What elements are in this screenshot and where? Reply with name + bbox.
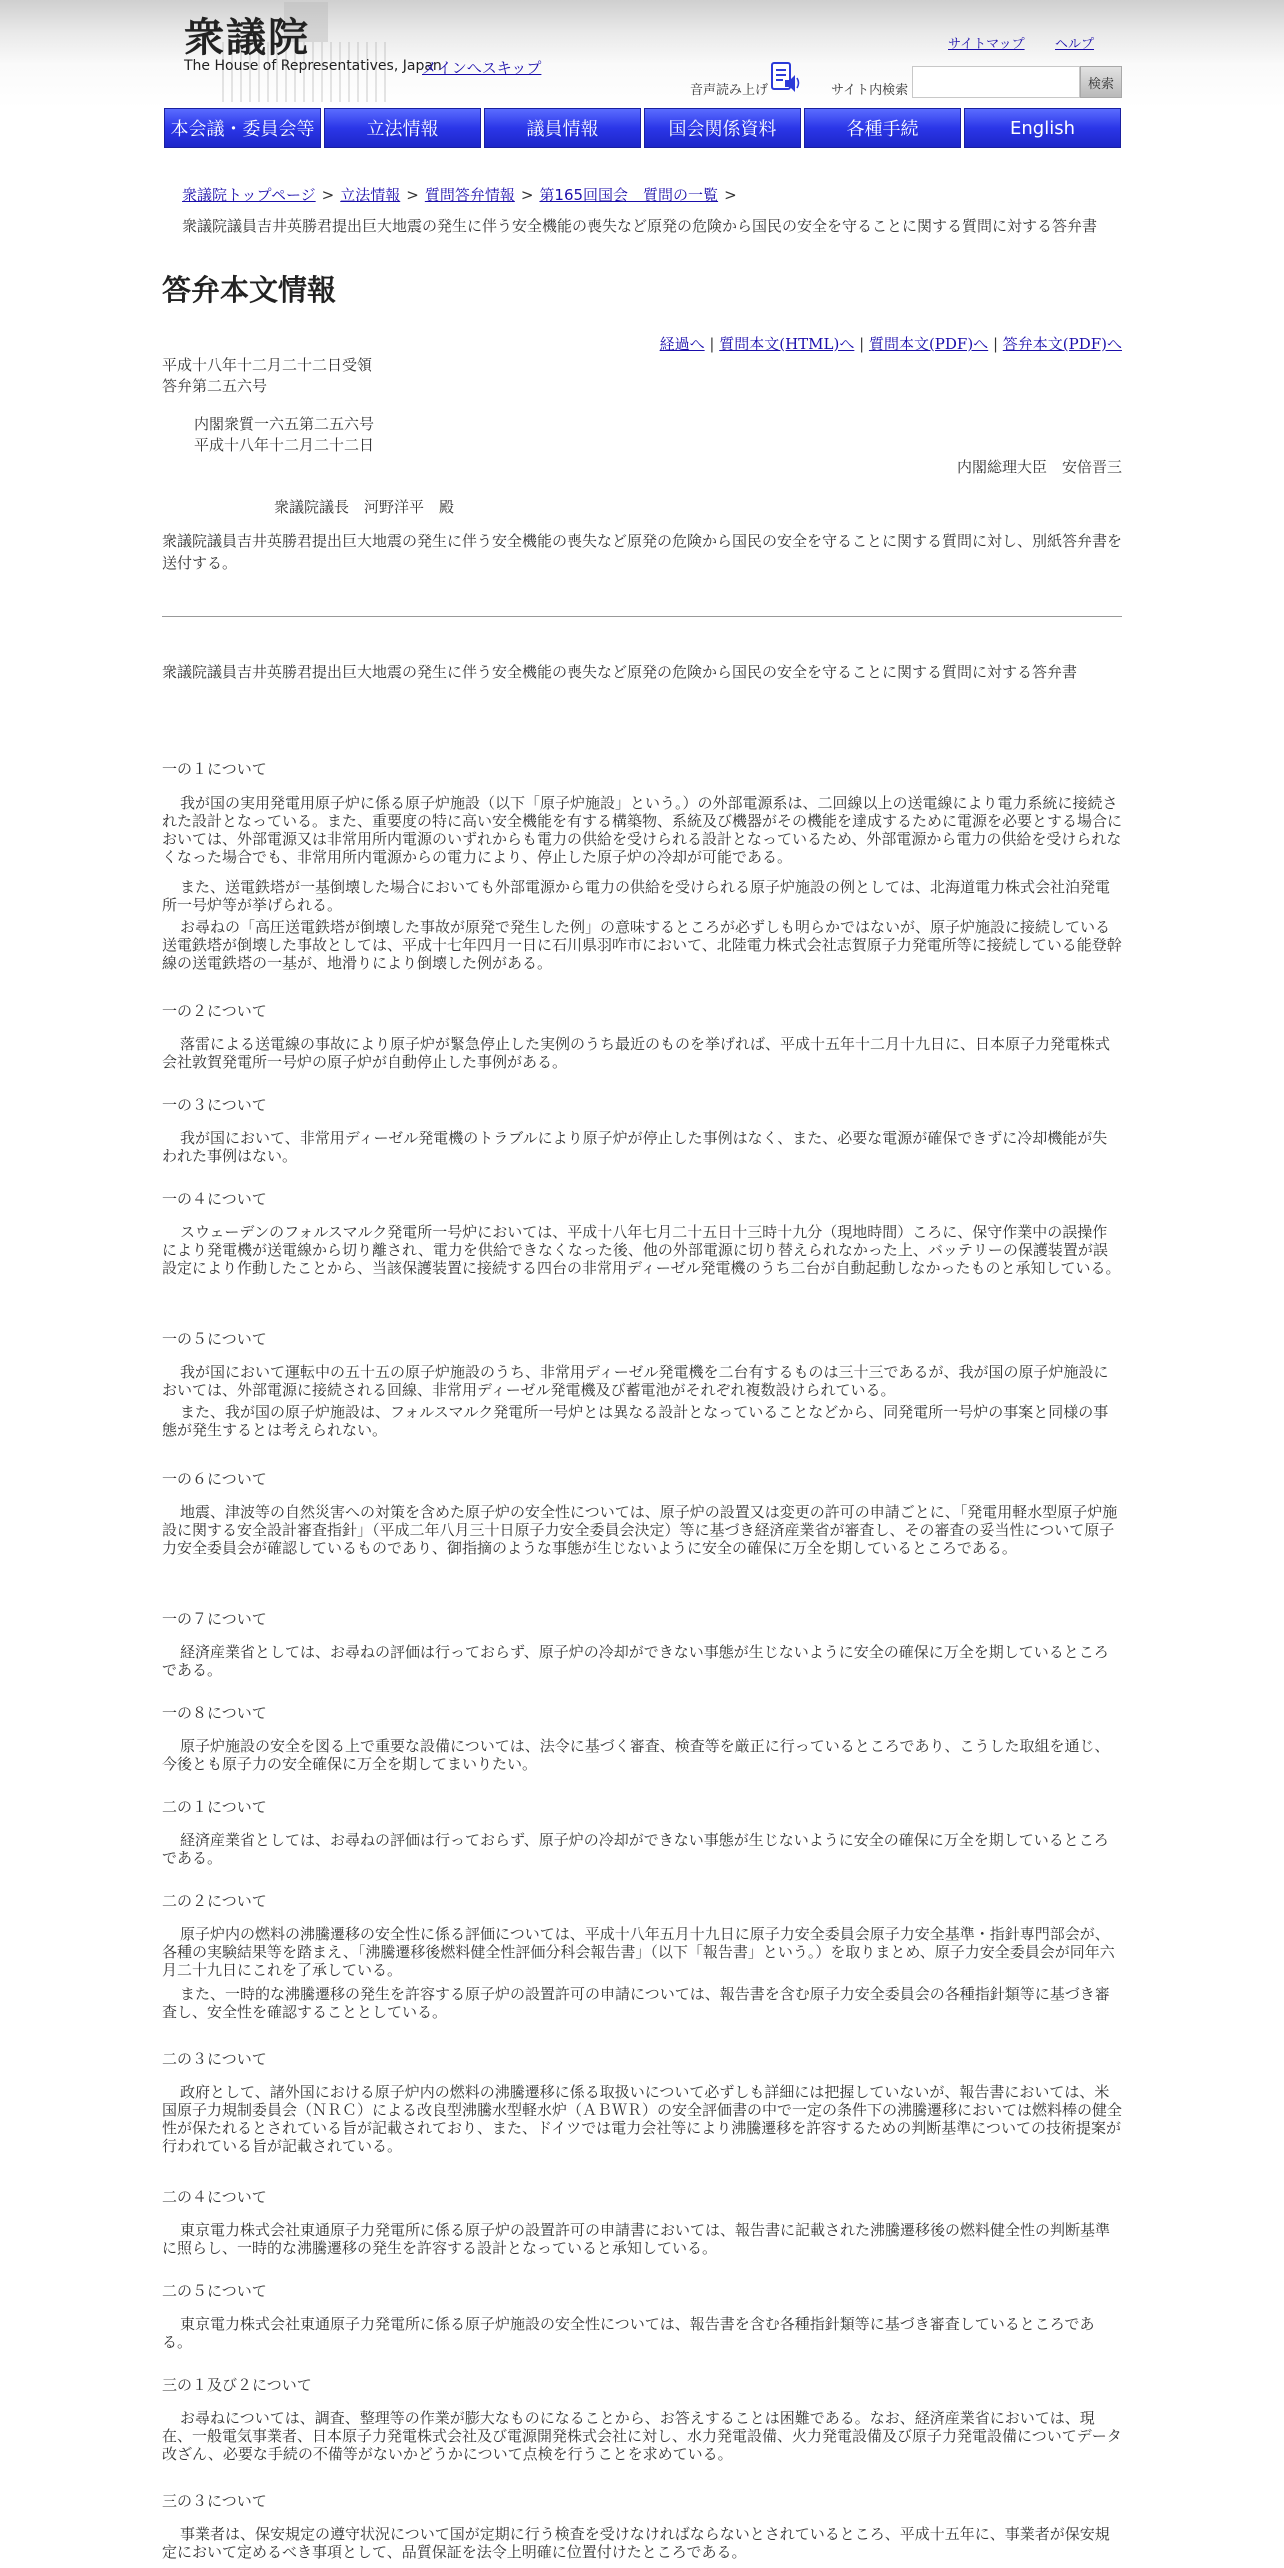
section-paragraph: また、一時的な沸騰遷移の発生を許容する原子炉の設置許可の申請については、報告書を含む原子力安全委員会の各種指針類等に基づき審査し、安全性を確認することとしている。 xyxy=(162,1985,1110,2021)
document-links: 経過へ | 質問本文(HTML)へ | 質問本文(PDF)へ | 答弁本文(PDF)へ xyxy=(659,335,1122,353)
section-paragraph: 経済産業省としては、お尋ねの評価は行っておらず、原子炉の冷却ができない事態が生じないように安全の確保に万全を期しているところである。 xyxy=(162,1643,1109,1679)
answer-title: 衆議院議員吉井英勝君提出巨大地震の発生に伴う安全機能の喪失など原発の危険から国民の安全を守ることに関する質問に対する答弁書 xyxy=(162,663,1078,681)
section-paragraph: お尋ねについては、調査、整理等の作業が膨大なものになることから、お答えすることは困難である。なお、経済産業省においては、現在、一般電気事業者、日本原子力発電株式会社及び電源開発株式会社に対し、水力発電設備、火力発電設備及び原子力発電設備についてデータ改ざん、必要な手続の不備等がないかどうかについて点検を行うことを求めている。 xyxy=(162,2409,1122,2463)
site-search-label: サイト内検索 xyxy=(831,83,909,98)
section-paragraph: 落雷による送電線の事故により原子炉が緊急停止した実例のうち最近のものを挙げれば、平成十五年十二月十九日に、日本原子力発電株式会社敦賀発電所一号炉の原子炉が自動停止した事例がある。 xyxy=(162,1035,1111,1071)
section-paragraph: お尋ねの「高圧送電鉄塔が倒壊した事故が原発で発生した例」の意味するところが必ずしも明らかではないが、原子炉施設に接続している送電鉄塔が倒壊した事故としては、平成十七年四月一日に石川県羽咋市において、北陸電力株式会社志賀原子力発電所等に接続している能登幹線の送電鉄塔の一基が、地滑りにより倒壊した例がある。 xyxy=(162,918,1122,972)
section-paragraph: 事業者は、保安規定の遵守状況について国が定期に行う検査を受けなければならないとされているところ、平成十五年に、事業者が保安規定において定めるべき事項として、品質保証を法令上明確に位置付けたところである。 xyxy=(162,2525,1110,2561)
breadcrumb-session[interactable]: 第165回国会 質問の一覧 xyxy=(539,186,719,204)
breadcrumb: 衆議院トップページ > 立法情報 > 質問答弁情報 > 第165回国会 質問の一覧 > xyxy=(182,186,737,204)
section-heading: 二の２について xyxy=(162,1892,267,1910)
divider xyxy=(162,616,1122,617)
answer-number: 答弁第二五六号 xyxy=(162,377,268,395)
nav-item-plenary[interactable]: 本会議・委員会等 xyxy=(164,108,321,148)
site-search-input[interactable] xyxy=(912,66,1080,98)
section-paragraph: また、送電鉄塔が一基倒壊した場合においても外部電源から電力の供給を受けられる原子炉施設の例としては、北海道電力株式会社泊発電所一号炉等が挙げられる。 xyxy=(162,878,1111,914)
answer-pdf-link[interactable]: 答弁本文(PDF)へ xyxy=(1002,335,1122,353)
section-heading: 一の４について xyxy=(162,1190,267,1208)
section-heading: 一の３について xyxy=(162,1096,267,1114)
section-heading: 一の６について xyxy=(162,1470,267,1488)
speaker-icon[interactable] xyxy=(771,62,801,94)
section-paragraph: スウェーデンのフォルスマルク発電所一号炉においては、平成十八年七月二十五日十三時十九分（現地時間）ころに、保守作業中の誤操作により発電機が送電線から切り離され、電力を供給できなくなった後、他の外部電源に切り替えられなかった上、バッテリーの保護装置が誤設定により作動したことから、当該保護装置に接続する四台の非常用ディーゼル発電機のうち二台が自動起動しなかったものと承知している。 xyxy=(162,1223,1121,1277)
section-heading: 二の３について xyxy=(162,2050,267,2068)
site-logo[interactable] xyxy=(182,2,442,102)
search-button[interactable]: 検索 xyxy=(1080,66,1122,98)
addressee: 衆議院議長 河野洋平 殿 xyxy=(274,498,455,516)
nav-item-english[interactable]: English xyxy=(964,108,1121,148)
cabinet-number: 内閣衆質一六五第二五六号 xyxy=(194,415,375,433)
section-heading: 二の１について xyxy=(162,1798,267,1816)
section-paragraph: 原子炉内の燃料の沸騰遷移の安全性に係る評価については、平成十八年五月十九日に原子力安全委員会原子力安全基準・指針専門部会が、各種の実験結果等を踏まえ、「沸騰遷移後燃料健全性評価分科会報告書」（以下「報告書」という。）を取りまとめ、原子力安全委員会が同年六月二十九日にこれを了承している。 xyxy=(162,1925,1115,1979)
section-paragraph: 我が国の実用発電用原子炉に係る原子炉施設（以下「原子炉施設」という。）の外部電源系は、二回線以上の送電線により電力系統に接続された設計となっている。また、重要度の特に高い安全機能を有する構築物、系統及び機器がその機能を達成するために電源を必要とする場合においては、外部電源又は非常用所内電源のいずれからも電力の供給を受けられる設計となっているため、外部電源から電力の供給を受けられなくなった場合でも、非常用所内電源からの電力により、停止した原子炉の冷却が可能である。 xyxy=(162,794,1123,866)
global-nav xyxy=(164,108,1121,148)
section-heading: 一の１について xyxy=(162,760,267,778)
nav-item-legislation[interactable]: 立法情報 xyxy=(324,108,481,148)
section-heading: 三の３について xyxy=(162,2492,267,2510)
voice-reader-label[interactable]: 音声読み上げ xyxy=(690,83,769,98)
logo-kanji: 衆議院 xyxy=(184,14,310,61)
page-title: 答弁本文情報 xyxy=(162,273,337,307)
sitemap-link[interactable]: サイトマップ xyxy=(948,37,1025,52)
section-paragraph: 原子炉施設の安全を図る上で重要な設備については、法令に基づく審査、検査等を厳正に行っているところであり、こうした取組を通じ、今後とも原子力の安全確保に万全を期してまいりたい。 xyxy=(162,1737,1110,1773)
section-paragraph: 我が国において運転中の五十五の原子炉施設のうち、非常用ディーゼル発電機を二台有するものは三十三であるが、我が国の原子炉施設においては、外部電源に接続される回線、非常用ディーゼル発電機及び蓄電池がそれぞれ複数設けられている。 xyxy=(162,1363,1109,1399)
help-link[interactable]: ヘルプ xyxy=(1055,37,1095,52)
received-date: 平成十八年十二月二十二日受領 xyxy=(162,356,373,374)
cover-text: 衆議院議員吉井英勝君提出巨大地震の発生に伴う安全機能の喪失など原発の危険から国民の安全を守ることに関する質問に対し、別紙答弁書を送付する。 xyxy=(162,532,1123,572)
logo-english: The House of Representatives, Japan xyxy=(184,58,442,74)
section-paragraph: 東京電力株式会社東通原子力発電所に係る原子炉施設の安全性については、報告書を含む各種指針類等に基づき審査しているところである。 xyxy=(162,2315,1095,2351)
section-paragraph: 政府として、諸外国における原子炉内の燃料の沸騰遷移に係る取扱いについて必ずしも詳細には把握していないが、報告書においては、米国原子力規制委員会（ＮＲＣ）による改良型沸騰水型軽水炉（ＡＢＷＲ）の安全評価書の中で一定の条件下の沸騰遷移においては燃料棒の健全性が保たれるとされている旨が記載されており、また、ドイツでは電力会社等により沸騰遷移を許容するための判断基準についての技術提案が行われている旨が記載されている。 xyxy=(162,2083,1123,2155)
question-pdf-link[interactable]: 質問本文(PDF)へ xyxy=(868,335,989,353)
section-heading: 二の５について xyxy=(162,2282,267,2300)
section-paragraph: また、我が国の原子炉施設は、フォルスマルク発電所一号炉とは異なる設計となっていることなどから、同発電所一号炉の事案と同様の事態が発生するとは考えられない。 xyxy=(162,1403,1109,1439)
section-heading: 三の１及び２について xyxy=(162,2376,312,2394)
breadcrumb-legislation[interactable]: 立法情報 xyxy=(340,186,401,204)
breadcrumb-qa[interactable]: 質問答弁情報 xyxy=(424,186,515,204)
section-heading: 一の２について xyxy=(162,1002,267,1020)
section-heading: 一の５について xyxy=(162,1330,267,1348)
section-paragraph: 地震、津波等の自然災害への対策を含めた原子炉の安全性については、原子炉の設置又は変更の許可の申請ごとに、「発電用軽水型原子炉施設に関する安全設計審査指針」（平成二年八月三十日原子力安全委員会決定）等に基づき経済産業省が審査し、その審査の妥当性について原子力安全委員会が確認しているものであり、御指摘のような事態が生じないように安全の確保に万全を期しているところである。 xyxy=(162,1503,1118,1557)
keika-link[interactable]: 経過へ xyxy=(659,335,705,353)
nav-item-members[interactable]: 議員情報 xyxy=(484,108,641,148)
section-paragraph: 経済産業省としては、お尋ねの評価は行っておらず、原子炉の冷却ができない事態が生じないように安全の確保に万全を期しているところである。 xyxy=(162,1831,1109,1867)
cabinet-date: 平成十八年十二月二十二日 xyxy=(194,436,375,454)
breadcrumb-top[interactable]: 衆議院トップページ xyxy=(182,186,316,204)
section-paragraph: 我が国において、非常用ディーゼル発電機のトラブルにより原子炉が停止した事例はなく、また、必要な電源が確保できずに冷却機能が失われた事例はない。 xyxy=(162,1129,1108,1165)
section-heading: 一の８について xyxy=(162,1704,267,1722)
nav-item-procedures[interactable]: 各種手続 xyxy=(804,108,961,148)
section-heading: 一の７について xyxy=(162,1610,267,1628)
breadcrumb-current: 衆議院議員吉井英勝君提出巨大地震の発生に伴う安全機能の喪失など原発の危険から国民の安全を守ることに関する質問に対する答弁書 xyxy=(182,217,1098,235)
section-paragraph: 東京電力株式会社東通原子力発電所に係る原子炉の設置許可の申請書においては、報告書に記載された沸騰遷移後の燃料健全性の判断基準に照らし、一時的な沸騰遷移の発生を許容する設計となっていると承知している。 xyxy=(162,2221,1111,2257)
sender: 内閣総理大臣 安倍晋三 xyxy=(956,458,1122,476)
skip-to-main-link[interactable]: メインへスキップ xyxy=(422,59,542,77)
nav-item-diet-materials[interactable]: 国会関係資料 xyxy=(644,108,801,148)
section-heading: 二の４について xyxy=(162,2188,267,2206)
question-html-link[interactable]: 質問本文(HTML)へ xyxy=(719,335,855,353)
